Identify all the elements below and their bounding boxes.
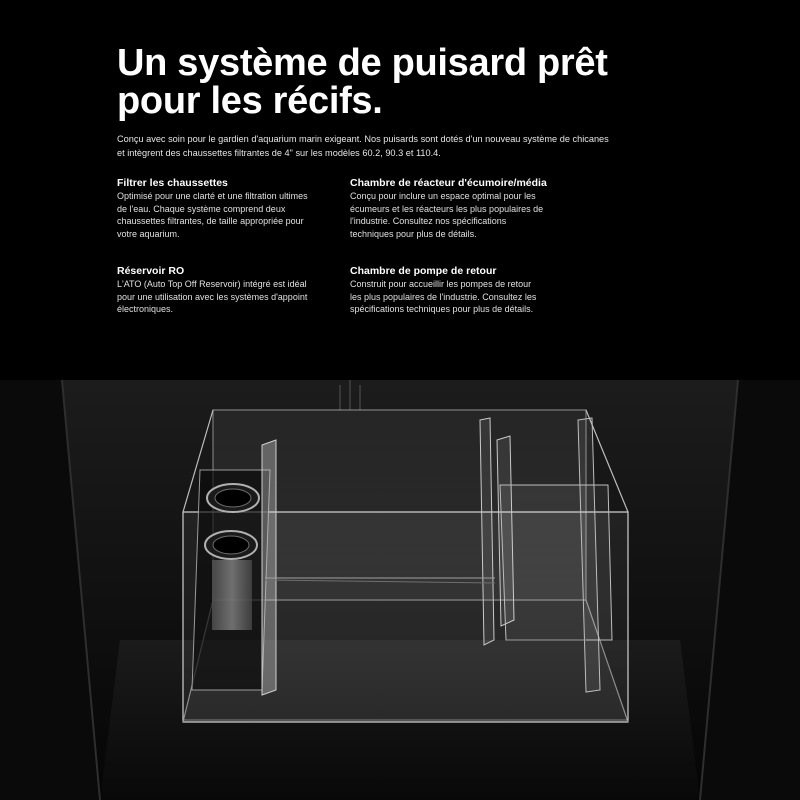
feature-line: votre aquarium.	[117, 228, 180, 239]
intro-paragraph	[117, 132, 672, 160]
feature-description	[350, 278, 575, 316]
feature-description	[117, 190, 342, 240]
page-title-line-2: pour les récifs.	[117, 80, 383, 122]
feature-ro-reservoir	[117, 264, 342, 316]
feature-title: Réservoir RO	[117, 265, 185, 277]
feature-line: l'industrie. Consultez nos spécifications	[350, 216, 507, 226]
feature-line: L'ATO (Auto Top Off Reservoir) intégré est idéal	[117, 279, 307, 289]
intro-line-1: Conçu avec soin pour le gardien d'aquarium marin exigeant. Nos puisards sont dotés d'un nouveau système de chicanes	[117, 134, 609, 144]
feature-skimmer-chamber	[350, 176, 575, 240]
feature-filter-socks	[117, 176, 342, 240]
feature-description	[117, 278, 342, 316]
feature-line: de l'eau. Chaque système comprend deux	[117, 203, 286, 214]
page-title	[117, 44, 677, 120]
feature-title: Chambre de pompe de retour	[350, 265, 497, 277]
feature-line: techniques pour plus de détails.	[350, 228, 477, 239]
intro-line-2: et intègrent des chaussettes filtrantes de 4" sur les modèles 60.2, 90.3 et 110.4.	[117, 148, 441, 158]
feature-line: Conçu pour inclure un espace optimal pour les	[350, 191, 536, 201]
feature-line: écumeurs et les réacteurs les plus populaires de	[350, 203, 544, 214]
filter-sock-icon	[207, 484, 259, 512]
feature-title: Chambre de réacteur d'écumoire/média	[350, 177, 547, 189]
feature-line: Construit pour accueillir les pompes de retour	[350, 279, 532, 289]
feature-title: Filtrer les chaussettes	[117, 177, 228, 189]
feature-line: électroniques.	[117, 304, 174, 314]
sump-product-image	[0, 360, 800, 800]
filter-sock-icon	[205, 531, 257, 630]
feature-line: spécifications techniques pour plus de détails.	[350, 304, 534, 314]
feature-line: Optimisé pour une clarté et une filtration ultimes	[117, 191, 308, 201]
feature-line: pour une utilisation avec les systèmes d'appoint	[117, 291, 308, 302]
hero-section	[117, 44, 677, 160]
feature-return-pump-chamber	[350, 264, 575, 316]
feature-description	[350, 190, 575, 240]
filter-sock-chamber	[192, 440, 276, 695]
feature-line: chaussettes filtrantes, de taille appropriée pour	[117, 216, 304, 226]
page-title-line-1: Un système de puisard prêt	[117, 42, 608, 84]
feature-line: les plus populaires de l'industrie. Consultez les	[350, 291, 537, 302]
